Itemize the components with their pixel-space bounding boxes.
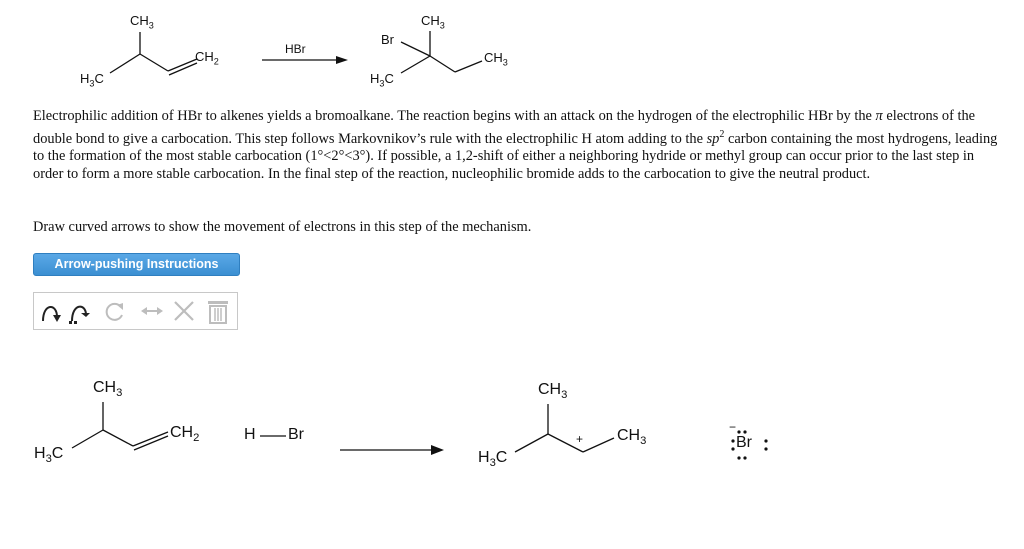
top-reaction-arrow — [262, 56, 348, 64]
bromide-ion[interactable]: Br — [736, 434, 752, 451]
single-electron-arrow-icon[interactable] — [66, 297, 94, 325]
curved-arrow-icon[interactable] — [37, 297, 65, 325]
undo-icon[interactable] — [100, 297, 128, 325]
resize-icon[interactable] — [138, 297, 166, 325]
clear-icon[interactable] — [170, 297, 198, 325]
reagent-label: HBr — [285, 42, 306, 56]
top-product-ch3-right: $CH_3$ — [484, 50, 508, 68]
top-reactant-bonds — [110, 32, 197, 75]
carbocation-bonds — [515, 404, 614, 452]
drawing-toolbar — [33, 292, 238, 330]
top-product-ch3-top: $CH_3$ — [421, 13, 445, 31]
mechanism-description: Electrophilic addition of HBr to alkenes yields a bromoalkane. The reaction begins with an attack on the hydrogen of the electrophilic HBr by the π electrons of the double bond to give a carbocation. This step follows Markovnikov’s rule with the electrophilic H atom adding to the $sp^2$ carbon containing the most hydrogens, leading to the formation of the most stable carbocation (1°<2°<3°). If possible, a 1,2-shift of either a neighboring hydride or methyl group can occur prior to the last step in order to form a more stable carbocation. In the final step of the reaction, nucleophilic bromide adds to the carbocation to give the neutral product. — [33, 108, 998, 182]
alkene-h3c[interactable]: $H_3C$ — [34, 445, 64, 466]
cation-ch3-right[interactable]: $CH_3$ — [617, 427, 647, 448]
mechanism-arrow — [340, 445, 444, 455]
top-product-h3c: $H_3C$ — [370, 71, 394, 89]
mechanism-alkene-bonds — [72, 402, 168, 450]
alkene-ch2[interactable]: $CH_2$ — [170, 424, 200, 445]
top-reactant-h3c: $H_3C$ — [80, 71, 104, 89]
top-reactant-ch3: $CH_3$ — [130, 13, 154, 31]
bromide-charge: − — [729, 420, 737, 434]
cation-ch3-top[interactable]: $CH_3$ — [538, 381, 568, 402]
top-product-bonds — [401, 31, 482, 73]
carbocation-charge: + — [576, 432, 584, 446]
hbr-hydrogen[interactable]: H — [244, 426, 256, 443]
arrow-pushing-instructions-button[interactable]: Arrow-pushing Instructions — [33, 253, 240, 276]
question-prompt: Draw curved arrows to show the movement of electrons in this step of the mechanism. — [33, 219, 532, 235]
top-product-br: Br — [381, 32, 394, 47]
cation-h3c[interactable]: $H_3C$ — [478, 449, 508, 470]
alkene-ch3[interactable]: $CH_3$ — [93, 379, 123, 400]
top-reactant-ch2: $CH_2$ — [195, 49, 219, 67]
hbr-bromine[interactable]: Br — [288, 426, 304, 443]
trash-icon[interactable] — [204, 297, 232, 325]
